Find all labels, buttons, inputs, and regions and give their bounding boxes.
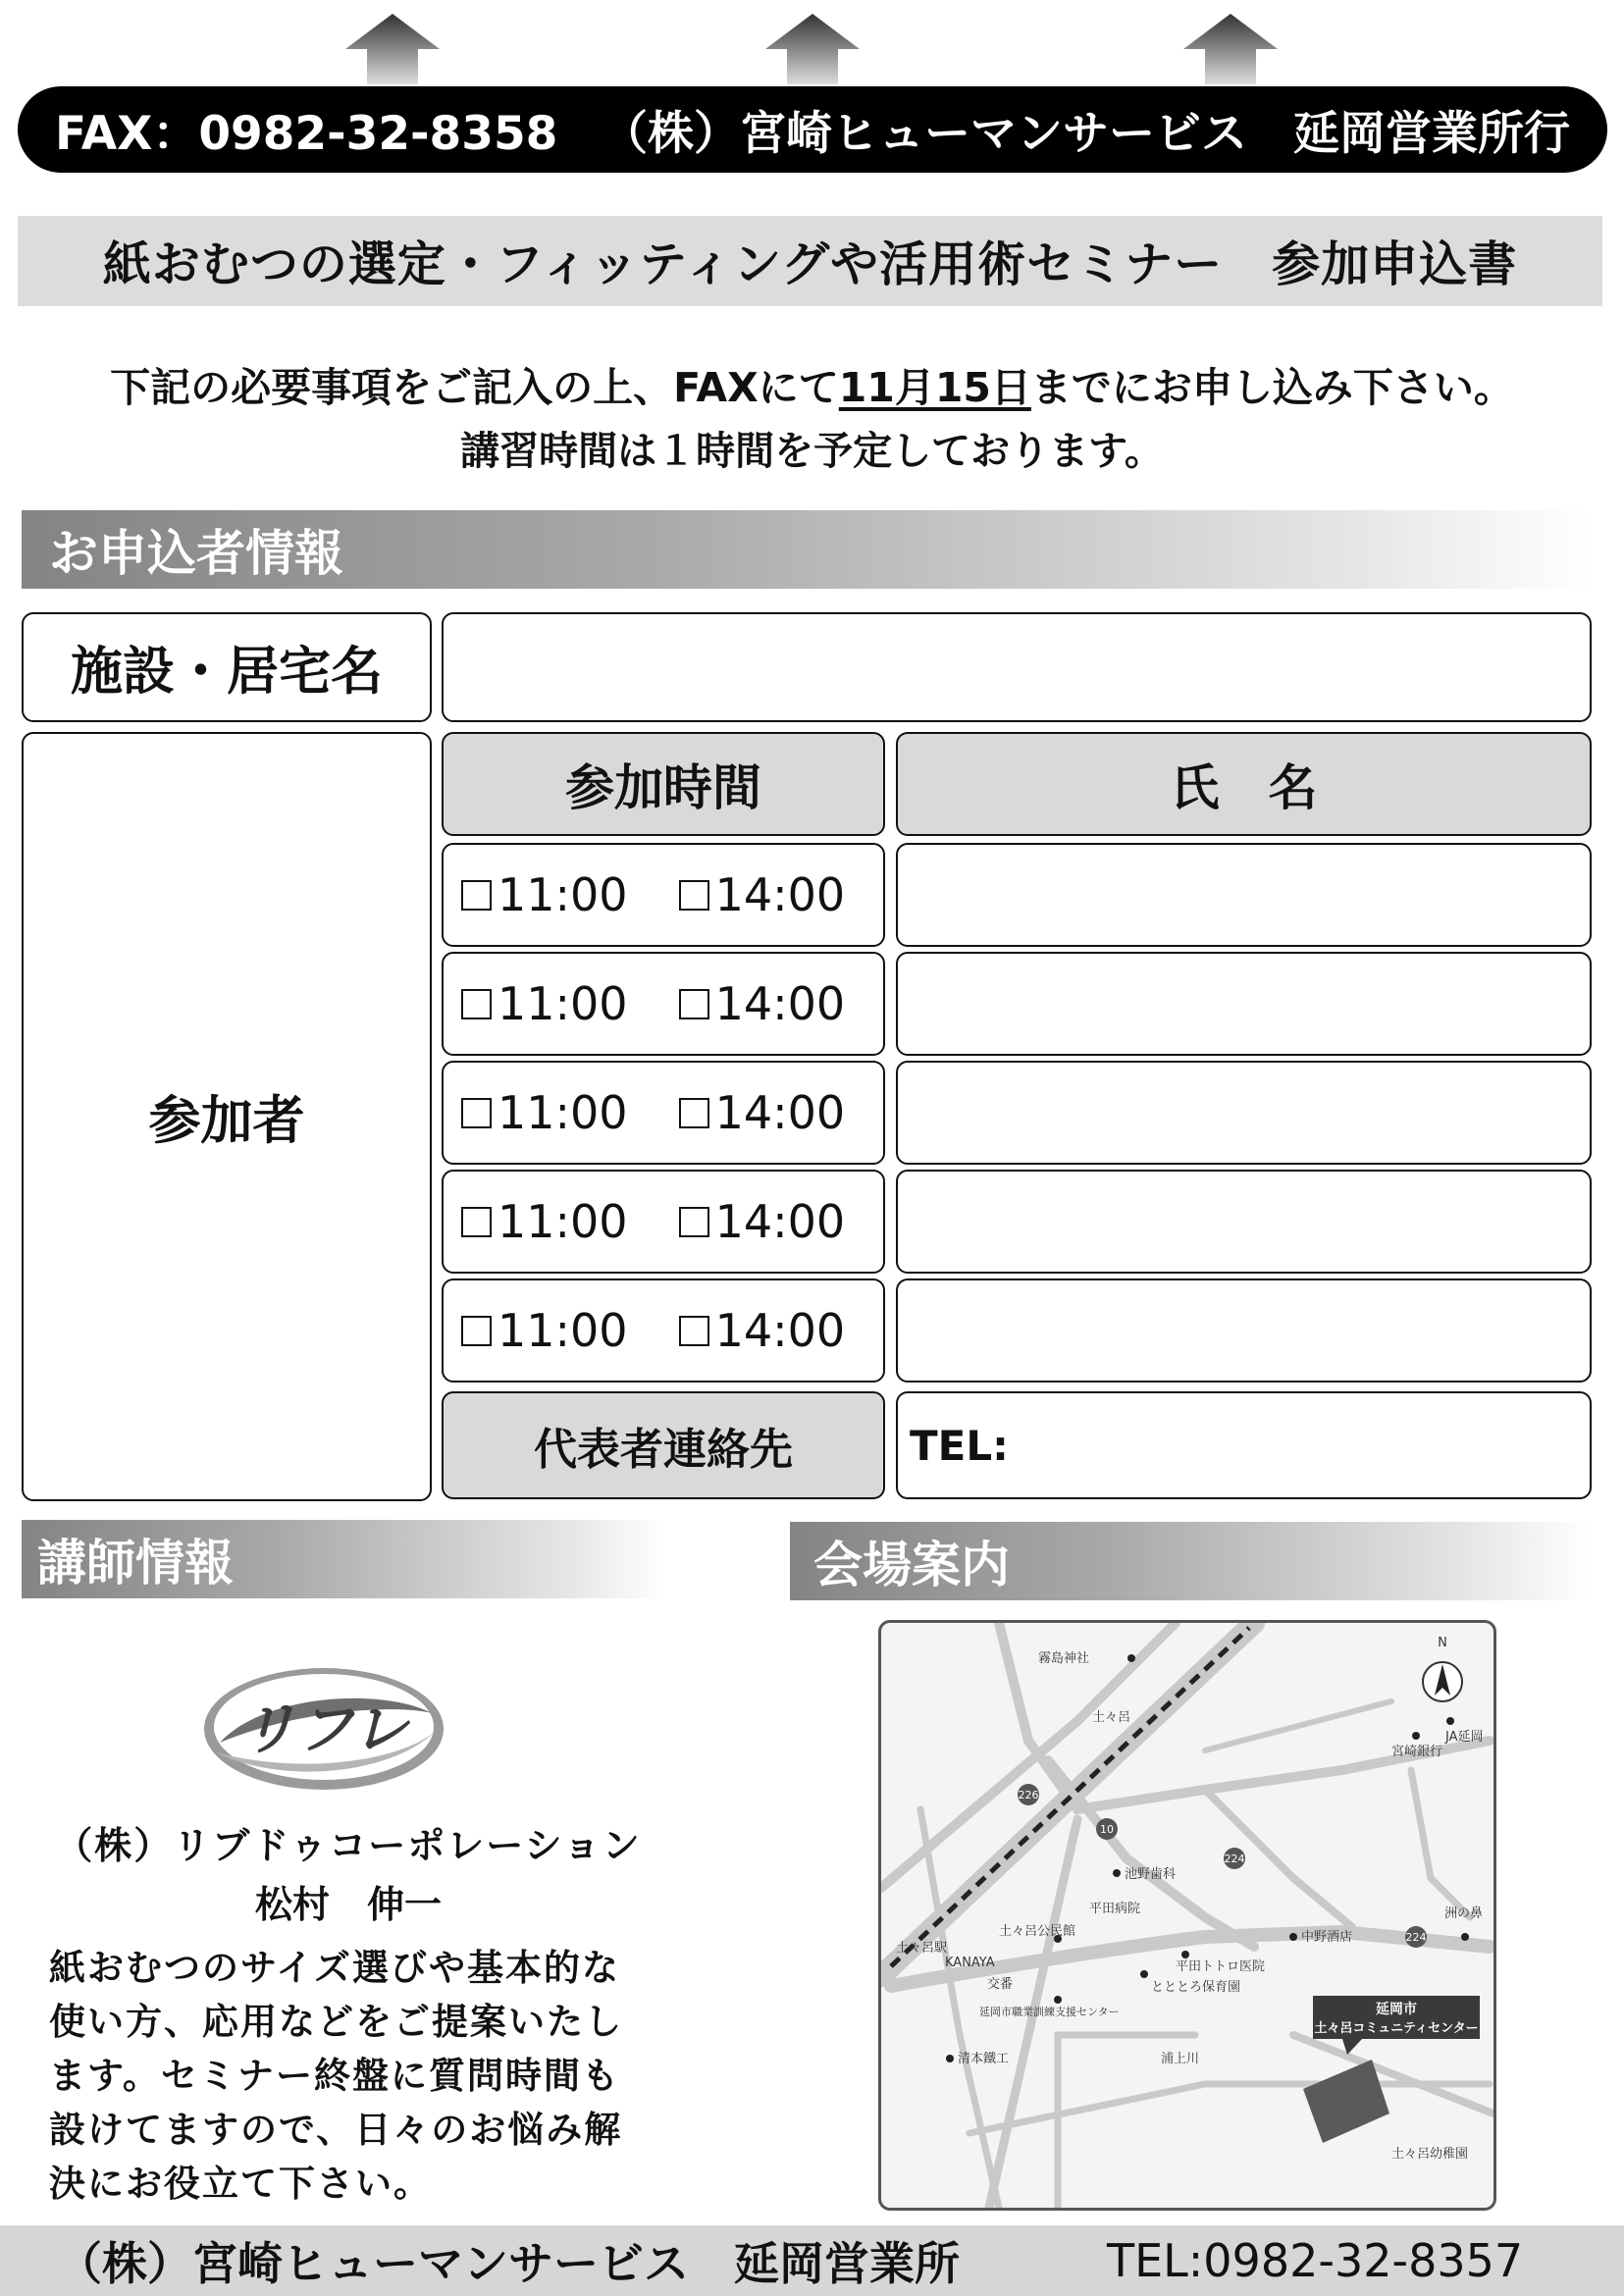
time-cell bbox=[442, 1278, 885, 1383]
description-line: 使い方、応用などをご提案いたし bbox=[49, 2001, 623, 2043]
facility-label-cell bbox=[22, 612, 432, 722]
route-226-label: 226 bbox=[1018, 1789, 1039, 1801]
col-time-label: 参加時間 bbox=[565, 759, 761, 816]
footer-company: （株）宮崎ヒューマンサービス 延岡営業所 bbox=[57, 2237, 960, 2290]
participants-label: 参加者 bbox=[148, 1091, 305, 1151]
map-label: 土々呂幼稚園 bbox=[1391, 2147, 1469, 2162]
lecturer-name: 松村 伸一 bbox=[254, 1883, 442, 1926]
checkbox-1400[interactable] bbox=[679, 1098, 709, 1128]
col-name-label: 氏 名 bbox=[1170, 759, 1318, 816]
name-input[interactable] bbox=[896, 1170, 1592, 1274]
checkbox-1400[interactable] bbox=[679, 880, 709, 911]
time-cell bbox=[442, 843, 885, 947]
section-venue: 会場案内 bbox=[790, 1522, 1590, 1600]
map-label: 平田病院 bbox=[1089, 1902, 1141, 1916]
intro-line-1 bbox=[0, 355, 1624, 413]
fax-addressee: （株）宮崎ヒューマンサービス 延岡営業所行 bbox=[602, 106, 1570, 161]
form-title: 紙おむつの選定・フィッティングや活用術セミナー 参加申込書 bbox=[18, 216, 1602, 306]
time-option-1100: 11:00 bbox=[498, 977, 628, 1030]
fax-header bbox=[18, 86, 1607, 173]
map-label: 平田トトロ医院 bbox=[1176, 1959, 1266, 1974]
col-time-header bbox=[442, 732, 885, 836]
description-line: 紙おむつのサイズ選びや基本的な bbox=[49, 1947, 621, 1989]
map-label: 霧島神社 bbox=[1038, 1651, 1090, 1666]
arrow-up-icon bbox=[765, 14, 860, 84]
map-label: 清本鐵工 bbox=[958, 2052, 1010, 2066]
description-line: 決にお役立て下さい。 bbox=[49, 2163, 432, 2205]
checkbox-1400[interactable] bbox=[679, 989, 709, 1019]
map-label: 土々呂駅 bbox=[896, 1941, 948, 1956]
map-drawing bbox=[881, 1623, 1493, 2208]
map-label: 浦上川 bbox=[1161, 2052, 1200, 2066]
description-line: 設けてますので、日々のお悩み解 bbox=[49, 2109, 623, 2151]
logo-text: リフレ bbox=[239, 1696, 408, 1762]
map-label: 中野酒店 bbox=[1301, 1930, 1353, 1945]
section-lecturer: 講師情報 bbox=[22, 1520, 664, 1598]
map-label: 洲の鼻 bbox=[1444, 1906, 1484, 1921]
section-applicant: お申込者情報 bbox=[22, 510, 1592, 589]
checkbox-1400[interactable] bbox=[679, 1316, 709, 1346]
checkbox-1400[interactable] bbox=[679, 1207, 709, 1237]
participants-label-cell bbox=[22, 732, 432, 1501]
venue-map bbox=[878, 1620, 1496, 2211]
time-option-1400: 14:00 bbox=[714, 977, 846, 1030]
deadline: 11月15日 bbox=[838, 364, 1031, 411]
time-option-1400: 14:00 bbox=[714, 868, 846, 921]
arrow-up-icon bbox=[345, 14, 440, 84]
checkbox-1100[interactable] bbox=[461, 1316, 492, 1346]
venue-name-label: 土々呂コミュニティセンター bbox=[1314, 2021, 1479, 2036]
time-cell bbox=[442, 952, 885, 1056]
arrow-up-icon bbox=[1183, 14, 1278, 84]
facility-label: 施設・居宅名 bbox=[71, 642, 383, 702]
time-option-1400: 14:00 bbox=[714, 1086, 846, 1139]
map-label: とととろ保育園 bbox=[1151, 1980, 1241, 1995]
refre-logo bbox=[196, 1658, 451, 1796]
map-label: KANAYA bbox=[945, 1956, 995, 1970]
time-option-1100: 11:00 bbox=[498, 868, 628, 921]
map-label: 交番 bbox=[987, 1977, 1014, 1992]
route-224-label: 224 bbox=[1405, 1931, 1427, 1944]
time-option-1100: 11:00 bbox=[498, 1195, 628, 1248]
map-label: 池野歯科 bbox=[1125, 1867, 1177, 1882]
time-option-1100: 11:00 bbox=[498, 1304, 628, 1357]
facility-input[interactable] bbox=[442, 612, 1592, 722]
checkbox-1100[interactable] bbox=[461, 1098, 492, 1128]
tel-prefix: TEL: bbox=[910, 1421, 1009, 1470]
footer bbox=[0, 2225, 1624, 2296]
time-option-1400: 14:00 bbox=[714, 1304, 846, 1357]
intro-text: 下記の必要事項をご記入の上、FAXにて bbox=[110, 364, 839, 411]
description-line: ます。セミナー終盤に質問時間も bbox=[49, 2055, 621, 2097]
route-224-label: 224 bbox=[1224, 1852, 1245, 1865]
map-label: 宮崎銀行 bbox=[1391, 1745, 1443, 1759]
contact-label-cell bbox=[442, 1391, 885, 1499]
venue-city-label: 延岡市 bbox=[1376, 2002, 1417, 2017]
map-label: JA延岡 bbox=[1445, 1730, 1484, 1745]
name-input[interactable] bbox=[896, 1061, 1592, 1165]
north-label: N bbox=[1438, 1636, 1447, 1650]
fax-number: FAX：0982-32-8358 bbox=[55, 106, 558, 161]
intro-line-2: 講習時間は１時間を予定しております。 bbox=[460, 429, 1164, 474]
contact-label: 代表者連絡先 bbox=[534, 1425, 793, 1475]
contact-tel-input[interactable] bbox=[896, 1391, 1592, 1499]
footer-tel: TEL:0982-32-8357 bbox=[1107, 2234, 1524, 2287]
checkbox-1100[interactable] bbox=[461, 880, 492, 911]
name-input[interactable] bbox=[896, 952, 1592, 1056]
time-option-1400: 14:00 bbox=[714, 1195, 846, 1248]
lecturer-company: （株）リブドゥコーポレーション bbox=[55, 1824, 642, 1867]
venue-building bbox=[1303, 2060, 1389, 2143]
lecturer-description bbox=[49, 1941, 623, 2211]
time-cell bbox=[442, 1061, 885, 1165]
time-cell bbox=[442, 1170, 885, 1274]
checkbox-1100[interactable] bbox=[461, 989, 492, 1019]
name-input[interactable] bbox=[896, 1278, 1592, 1383]
time-option-1100: 11:00 bbox=[498, 1086, 628, 1139]
col-name-header bbox=[896, 732, 1592, 836]
name-input[interactable] bbox=[896, 843, 1592, 947]
intro-text: までにお申し込み下さい。 bbox=[1030, 364, 1514, 411]
map-label: 土々呂 bbox=[1092, 1710, 1131, 1725]
checkbox-1100[interactable] bbox=[461, 1207, 492, 1237]
route-10-label: 10 bbox=[1100, 1823, 1114, 1836]
map-label: 延岡市職業訓練支援センター bbox=[979, 2006, 1120, 2018]
map-label: 土々呂公民館 bbox=[999, 1924, 1076, 1939]
